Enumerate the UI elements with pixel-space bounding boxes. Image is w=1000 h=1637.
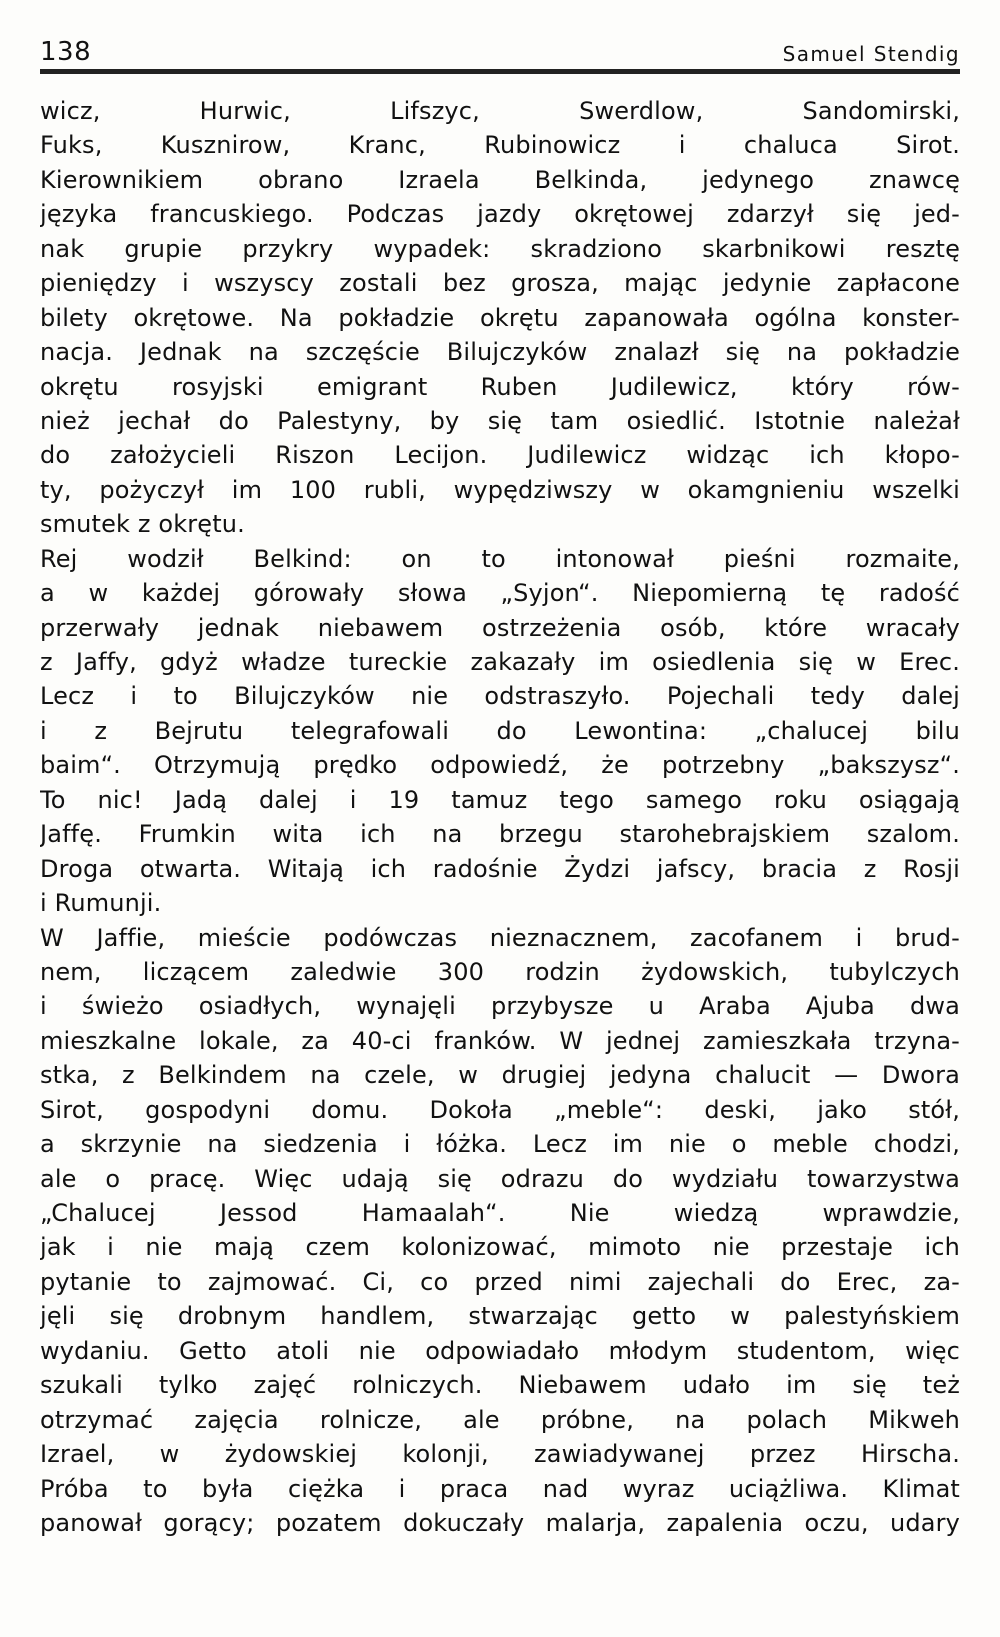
text-line: Izrael, w żydowskiej kolonji, zawiadywanej przez Hirscha. [40, 1440, 960, 1469]
body-text [40, 94, 960, 1614]
text-line: pytanie to zajmować. Ci, co przed nimi zajechali do Erec, za- [40, 1267, 960, 1296]
text-line: smutek z okrętu. [40, 510, 245, 539]
text-line: języka francuskiego. Podczas jazdy okrętowej zdarzył się jed- [40, 200, 960, 229]
text-line: pieniędzy i wszyscy zostali bez grosza, mając jedynie zapłacone [40, 269, 960, 298]
text-line: a skrzynie na siedzenia i łóżka. Lecz im nie o meble chodzi, [40, 1130, 960, 1159]
text-line: Droga otwarta. Witają ich radośnie Żydzi jafscy, bracia z Rosji [40, 854, 960, 883]
text-line: ty, pożyczył im 100 rubli, wypędziwszy w okamgnieniu wszelki [40, 475, 960, 504]
text-line: mieszkalne lokale, za 40-ci franków. W jednej zamieszkała trzyna- [40, 1026, 960, 1055]
text-line: wydaniu. Getto atoli nie odpowiadało młodym studentom, więc [40, 1336, 960, 1365]
text-line: W Jaffie, mieście podówczas nieznacznem, zacofanem i brud- [40, 923, 960, 952]
text-line: nież jechał do Palestyny, by się tam osiedlić. Istotnie należał [40, 406, 960, 435]
text-line: Kierownikiem obrano Izraela Belkinda, jedynego znawcę [40, 165, 960, 194]
text-line: stka, z Belkindem na czele, w drugiej jedyna chalucit — Dwora [40, 1061, 960, 1090]
text-line: szukali tylko zajęć rolniczych. Niebawem udało im się też [40, 1371, 960, 1400]
text-line: panował gorący; pozatem dokuczały malarja, zapalenia oczu, udary [40, 1508, 960, 1537]
text-line: jęli się drobnym handlem, stwarzając getto w palestyńskiem [40, 1302, 960, 1331]
text-line: ale o pracę. Więc udają się odrazu do wydziału towarzystwa [40, 1164, 960, 1193]
text-line: jak i nie mają czem kolonizować, mimoto nie przestaje ich [40, 1233, 960, 1262]
text-line: a w każdej górowały słowa „Syjon“. Niepomierną tę radość [40, 579, 960, 608]
text-line: otrzymać zajęcia rolnicze, ale próbne, na polach Mikweh [40, 1405, 960, 1434]
text-line: Jaffę. Frumkin wita ich na brzegu starohebrajskiem szalom. [40, 820, 960, 849]
text-line: i z Bejrutu telegrafowali do Lewontina: „chalucej bilu [40, 716, 960, 745]
running-author: Samuel Stendig [782, 42, 960, 66]
page-number: 138 [40, 37, 92, 67]
text-line: nacja. Jednak na szczęście Bilujczyków znalazł się na pokładzie [40, 338, 960, 367]
text-line: Rej wodził Belkind: on to intonował pieśni rozmaite, [40, 544, 960, 573]
text-line: Fuks, Kusznirow, Kranc, Rubinowicz i chaluca Sirot. [40, 131, 960, 160]
text-line: Próba to była ciężka i praca nad wyraz uciążliwa. Klimat [40, 1474, 960, 1503]
text-line: Lecz i to Bilujczyków nie odstraszyło. Pojechali tedy dalej [40, 682, 960, 711]
text-line: wicz, Hurwic, Lifszyc, Swerdlow, Sandomirski, [40, 97, 960, 125]
text-line: „Chalucej Jessod Hamaalah“. Nie wiedzą wprawdzie, [40, 1199, 960, 1227]
text-line: nem, liczącem zaledwie 300 rodzin żydowskich, tubylczych [40, 957, 960, 986]
text-line: i Rumunji. [40, 889, 162, 918]
text-line: z Jaffy, gdyż władze tureckie zakazały im osiedlenia się w Erec. [40, 648, 960, 676]
text-line: Sirot, gospodyni domu. Dokoła „meble“: deski, jako stół, [40, 1095, 960, 1124]
text-line: bilety okrętowe. Na pokładzie okrętu zapanowała ogólna konster- [40, 303, 960, 332]
text-line: i świeżo osiadłych, wynajęli przybysze u Araba Ajuba dwa [40, 992, 960, 1021]
running-head [40, 34, 960, 74]
text-line: okrętu rosyjski emigrant Ruben Judilewicz, który rów- [40, 372, 960, 401]
text-line: To nic! Jadą dalej i 19 tamuz tego samego roku osiągają [40, 785, 960, 814]
text-line: do założycieli Riszon Lecijon. Judilewicz widząc ich kłopo- [40, 441, 960, 470]
text-line: przerwały jednak niebawem ostrzeżenia osób, które wracały [40, 613, 960, 642]
header-rule [40, 69, 960, 74]
text-line: nak grupie przykry wypadek: skradziono skarbnikowi resztę [40, 234, 960, 263]
text-line: baim“. Otrzymują prędko odpowiedź, że potrzebny „bakszysz“. [40, 751, 960, 780]
